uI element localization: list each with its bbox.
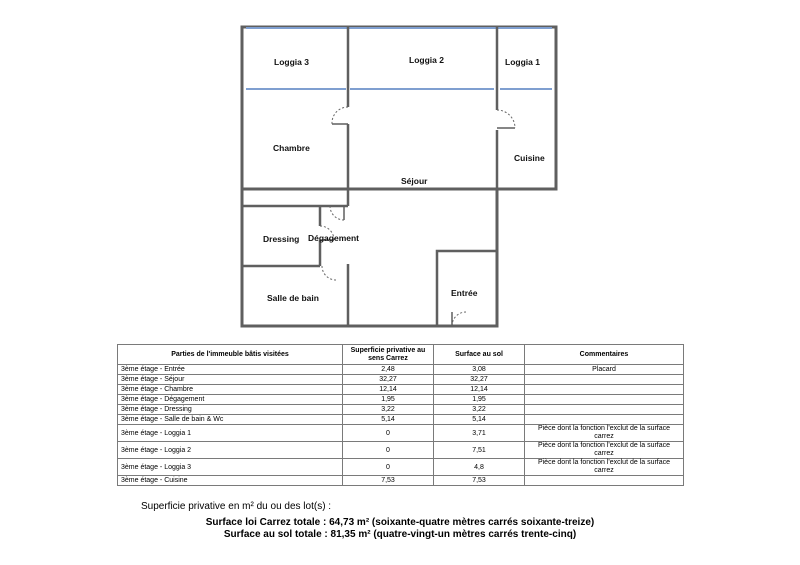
cell-carrez: 7,53 [343, 476, 434, 486]
cell-carrez: 3,22 [343, 405, 434, 415]
cell-partie: 3ème étage - Salle de bain & Wc [118, 415, 343, 425]
cell-sol: 7,53 [434, 476, 525, 486]
cell-partie: 3ème étage - Dressing [118, 405, 343, 415]
total-sol: Surface au sol totale : 81,35 m² (quatre-vingt-un mètres carrés trente-cinq) [223, 529, 577, 540]
cell-sol: 5,14 [434, 415, 525, 425]
cell-sol: 3,08 [434, 365, 525, 375]
cell-carrez: 0 [343, 442, 434, 459]
cell-sol: 3,71 [434, 425, 525, 442]
summary-caption: Superficie privative en m² du ou des lot(s) : [141, 501, 332, 512]
cell-carrez: 0 [343, 425, 434, 442]
cell-commentaire: Pièce dont la fonction l'exclut de la surface carrez [525, 459, 684, 476]
table-row [118, 425, 684, 442]
cell-carrez: 12,14 [343, 385, 434, 395]
header-carrez: Superficie privative au sens Carrez [343, 345, 434, 365]
cell-partie: 3ème étage - Cuisine [118, 476, 343, 486]
cell-sol: 1,95 [434, 395, 525, 405]
table-header-row [118, 345, 684, 365]
header-commentaires: Commentaires [525, 345, 684, 365]
table-row [118, 365, 684, 375]
room-label-chambre: Chambre [273, 143, 310, 153]
table-row [118, 442, 684, 459]
cell-commentaire [525, 405, 684, 415]
table-row [118, 385, 684, 395]
table-row [118, 395, 684, 405]
room-label-sejour: Séjour [401, 176, 428, 186]
exterior-wall-upper [242, 27, 556, 189]
surface-table [117, 344, 684, 486]
cell-commentaire: Pièce dont la fonction l'exclut de la surface carrez [525, 442, 684, 459]
cell-sol: 4,8 [434, 459, 525, 476]
table-row [118, 476, 684, 486]
room-label-loggia-3: Loggia 3 [274, 57, 309, 67]
door-cuisine [497, 110, 515, 128]
door-degagement-top [330, 206, 344, 220]
cell-commentaire: Placard [525, 365, 684, 375]
cell-partie: 3ème étage - Entrée [118, 365, 343, 375]
door-entree [452, 312, 466, 326]
cell-partie: 3ème étage - Loggia 2 [118, 442, 343, 459]
cell-carrez: 5,14 [343, 415, 434, 425]
room-label-loggia-2: Loggia 2 [409, 55, 444, 65]
door-degagement-bottom [322, 266, 336, 280]
door-chambre [332, 107, 348, 124]
cell-commentaire [525, 395, 684, 405]
header-sol: Surface au sol [434, 345, 525, 365]
room-label-degagement: Dégagement [308, 233, 360, 243]
cell-carrez: 32,27 [343, 375, 434, 385]
room-label-entree: Entrée [451, 288, 478, 298]
cell-carrez: 0 [343, 459, 434, 476]
cell-commentaire [525, 476, 684, 486]
cell-sol: 3,22 [434, 405, 525, 415]
cell-commentaire [525, 385, 684, 395]
cell-partie: 3ème étage - Loggia 1 [118, 425, 343, 442]
exterior-wall-lower [242, 189, 497, 326]
table-row [118, 459, 684, 476]
room-label-dressing: Dressing [263, 234, 300, 244]
cell-sol: 32,27 [434, 375, 525, 385]
room-label-cuisine: Cuisine [514, 153, 545, 163]
total-carrez: Surface loi Carrez totale : 64,73 m² (soixante-quatre mètres carrés soixante-treize) [205, 517, 595, 528]
cell-commentaire [525, 415, 684, 425]
room-label-loggia-1: Loggia 1 [505, 57, 540, 67]
cell-carrez: 2,48 [343, 365, 434, 375]
cell-partie: 3ème étage - Dégagement [118, 395, 343, 405]
cell-sol: 12,14 [434, 385, 525, 395]
table-row [118, 415, 684, 425]
cell-sol: 7,51 [434, 442, 525, 459]
cell-commentaire: Pièce dont la fonction l'exclut de la surface carrez [525, 425, 684, 442]
header-parties: Parties de l'immeuble bâtis visitées [118, 345, 343, 365]
cell-partie: 3ème étage - Chambre [118, 385, 343, 395]
room-label-salle-de-bain: Salle de bain [267, 293, 319, 303]
cell-carrez: 1,95 [343, 395, 434, 405]
cell-commentaire [525, 375, 684, 385]
table-row [118, 405, 684, 415]
cell-partie: 3ème étage - Loggia 3 [118, 459, 343, 476]
table-row [118, 375, 684, 385]
cell-partie: 3ème étage - Séjour [118, 375, 343, 385]
